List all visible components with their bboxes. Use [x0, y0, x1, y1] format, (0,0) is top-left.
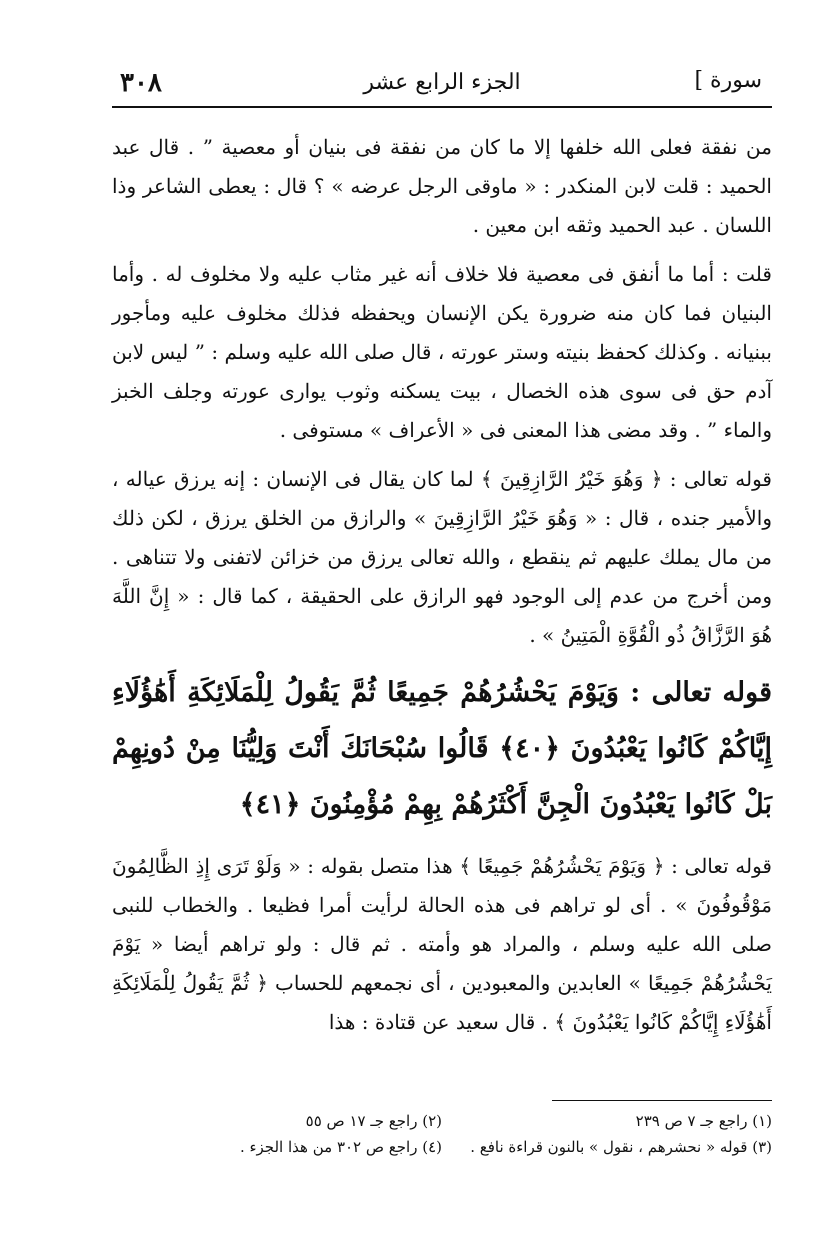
quran-verse: قوله تعالى : وَيَوْمَ يَحْشُرُهُمْ جَمِيعًا ثُمَّ يَقُولُ لِلْمَلَائِكَةِ أَهَٰؤُلَاءِ إِيَّاكُمْ كَانُوا يَعْبُدُونَ ﴿٤٠﴾ قَالُوا سُبْحَانَكَ أَنْتَ وَلِيُّنَا مِنْ دُونِهِمْ بَلْ كَانُوا يَعْبُدُونَ الْجِنَّ أَكْثَرُهُمْ بِهِمْ مُؤْمِنُونَ ﴿٤١﴾ — [112, 677, 773, 820]
footnote-2: (٢) راجع جـ ١٧ ص ٥٥ — [305, 1112, 442, 1130]
paragraph-3: قوله تعالى : ﴿ وَهُوَ خَيْرُ الرَّازِقِينَ ﴾ لما كان يقال فى الإنسان : إنه يرزق عياله ، والأمير جنده ، قال : « وَهُوَ خَيْرُ الرَّازِقِينَ » والرازق من الخلق يرزق ، لكن ذلك من مال يملك عليهم ثم ينقطع ، والله تعالى يرزق من خزائن لاتفنى ولا تتناهى . ومن أخرج من عدم إلى الوجود فهو الرازق على الحقيقة ، كما قال : « إِنَّ اللَّهَ هُوَ الرَّزَّاقُ ذُو الْقُوَّةِ الْمَتِينُ » . — [112, 467, 772, 647]
paragraph-1: من نفقة فعلى الله خلفها إلا ما كان من نفقة فى بنيان أو معصية ” . قال عبد الحميد : قلت لابن المنكدر : « ماوقى الرجل عرضه » ؟ قال : يعطى الشاعر وذا اللسان . عبد الحميد وثقه ابن معين . — [112, 135, 772, 237]
part-title: الجزء الرابع عشر — [363, 70, 521, 95]
footnote-divider — [552, 1100, 772, 1101]
sura-label: [ سورة — [694, 68, 762, 93]
paragraph-2: قلت : أما ما أنفق فى معصية فلا خلاف أنه غير مثاب عليه ولا مخلوف له . وأما البنيان فما كان منه ضرورة يكن الإنسان ويحفظه فذلك مخلوف عليه ومأجور ببنيانه . وكذلك كحفظ بنيته وستر عورته ، قال صلى الله عليه وسلم : ” ليس لابن آدم حق فى سوى هذه الخصال ، بيت يسكنه وثوب يوارى عورته وجلف الخبز والماء ” . وقد مضى هذا المعنى فى « الأعراف » مستوفى . — [112, 262, 772, 442]
footnote-1: (١) راجع جـ ٧ ص ٢٣٩ — [635, 1112, 772, 1130]
commentary: قوله تعالى : ﴿ وَيَوْمَ يَحْشُرُهُمْ جَمِيعًا ﴾ هذا متصل بقوله : « وَلَوْ تَرَى إِذِ الظَّالِمُونَ مَوْقُوفُونَ » . أى لو تراهم فى هذه الحالة لرأيت أمرا فظيعا . والخطاب للنبى صلى الله عليه وسلم ، والمراد هو وأمته . ثم قال : ولو تراهم أيضا « يَوْمَ يَحْشُرُهُمْ جَمِيعًا » العابدين والمعبودين ، أى نجمعهم للحساب ﴿ ثُمَّ يَقُولُ لِلْمَلَائِكَةِ أَهَٰؤُلَاءِ إِيَّاكُمْ كَانُوا يَعْبُدُونَ ﴾ . قال سعيد عن قتادة : هذا — [112, 854, 772, 1034]
footnote-3: (٣) قوله « نحشرهم ، نقول » بالنون قراءة نافع . — [470, 1138, 772, 1156]
footnote-row — [112, 1108, 772, 1134]
footnote-4: (٤) راجع ص ٣٠٢ من هذا الجزء . — [239, 1138, 442, 1156]
page-body — [112, 128, 772, 1052]
page-number: ٣٠٨ — [120, 68, 162, 98]
footnotes — [112, 1108, 772, 1160]
footnote-row — [112, 1134, 772, 1160]
page-header — [112, 62, 772, 108]
